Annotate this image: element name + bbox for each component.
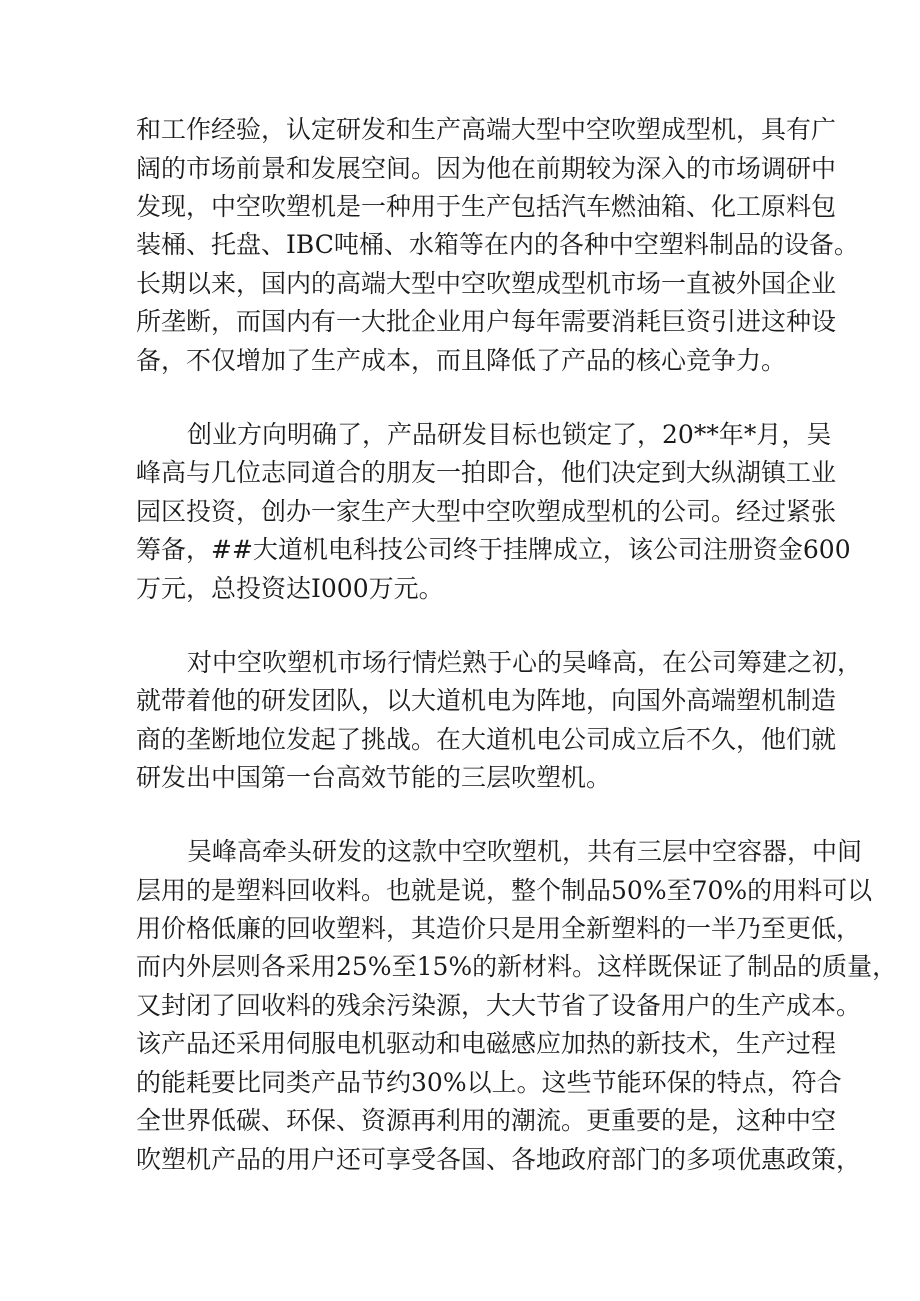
text-line: 全世界低碳、环保、资源再利用的潮流。更重要的是，这种中空 <box>136 1106 837 1135</box>
text-line: 而内外层则各采用25%至15%的新材料。这样既保证了制品的质量， <box>136 952 898 981</box>
text-line: 装桶、托盘、IBC吨桶、水箱等在内的各种中空塑料制品的设备。 <box>136 230 859 259</box>
text-line: 的能耗要比同类产品节约30%以上。这些节能环保的特点，符合 <box>136 1068 842 1097</box>
text-line: 长期以来，国内的高端大型中空吹塑成型机市场一直被外国企业 <box>136 269 837 298</box>
text-line: 对中空吹塑机市场行情烂熟于心的吴峰高，在公司筹建之初， <box>187 648 863 677</box>
text-line: 该产品还采用伺服电机驱动和电磁感应加热的新技术，生产过程 <box>136 1029 837 1058</box>
text-line: 万元，总投资达I000万元。 <box>136 574 444 603</box>
text-line: 发现，中空吹塑机是一种用于生产包括汽车燃油箱、化工原料包 <box>136 192 837 221</box>
text-line: 创业方向明确了，产品研发目标也锁定了，20**年*月，吴 <box>187 420 832 449</box>
text-line: 和工作经验，认定研发和生产高端大型中空吹塑成型机，具有广 <box>136 115 837 144</box>
text-line: 层用的是塑料回收料。也就是说，整个制品50%至70%的用料可以 <box>136 876 873 905</box>
text-line: 又封闭了回收料的残余污染源，大大节省了设备用户的生产成本。 <box>136 991 862 1020</box>
text-line: 园区投资，创办一家生产大型中空吹塑成型机的公司。经过紧张 <box>136 497 837 526</box>
text-line: 所垄断，而国内有一大批企业用户每年需要消耗巨资引进这种设 <box>136 307 837 336</box>
text-line: 就带着他的研发团队，以大道机电为阵地，向国外高端塑机制造 <box>136 686 837 715</box>
text-line: 吴峰高牵头研发的这款中空吹塑机，共有三层中空容器，中间 <box>187 837 863 866</box>
text-line: 用价格低廉的回收塑料，其造价只是用全新塑料的一半乃至更低， <box>136 914 862 943</box>
text-line: 备，不仅增加了生产成本，而且降低了产品的核心竞争力。 <box>136 346 787 375</box>
text-line: 商的垄断地位发起了挑战。在大道机电公司成立后不久，他们就 <box>136 725 837 754</box>
text-line: 吹塑机产品的用户还可享受各国、各地政府部门的多项优惠政策， <box>136 1145 862 1174</box>
text-line: 峰高与几位志同道合的朋友一拍即合，他们决定到大纵湖镇工业 <box>136 458 837 487</box>
text-line: 筹备，##大道机电科技公司终于挂牌成立，该公司注册资金600 <box>136 535 851 564</box>
text-line: 阔的市场前景和发展空间。因为他在前期较为深入的市场调研中 <box>136 154 837 183</box>
text-line: 研发出中国第一台高效节能的三层吹塑机。 <box>136 763 612 792</box>
